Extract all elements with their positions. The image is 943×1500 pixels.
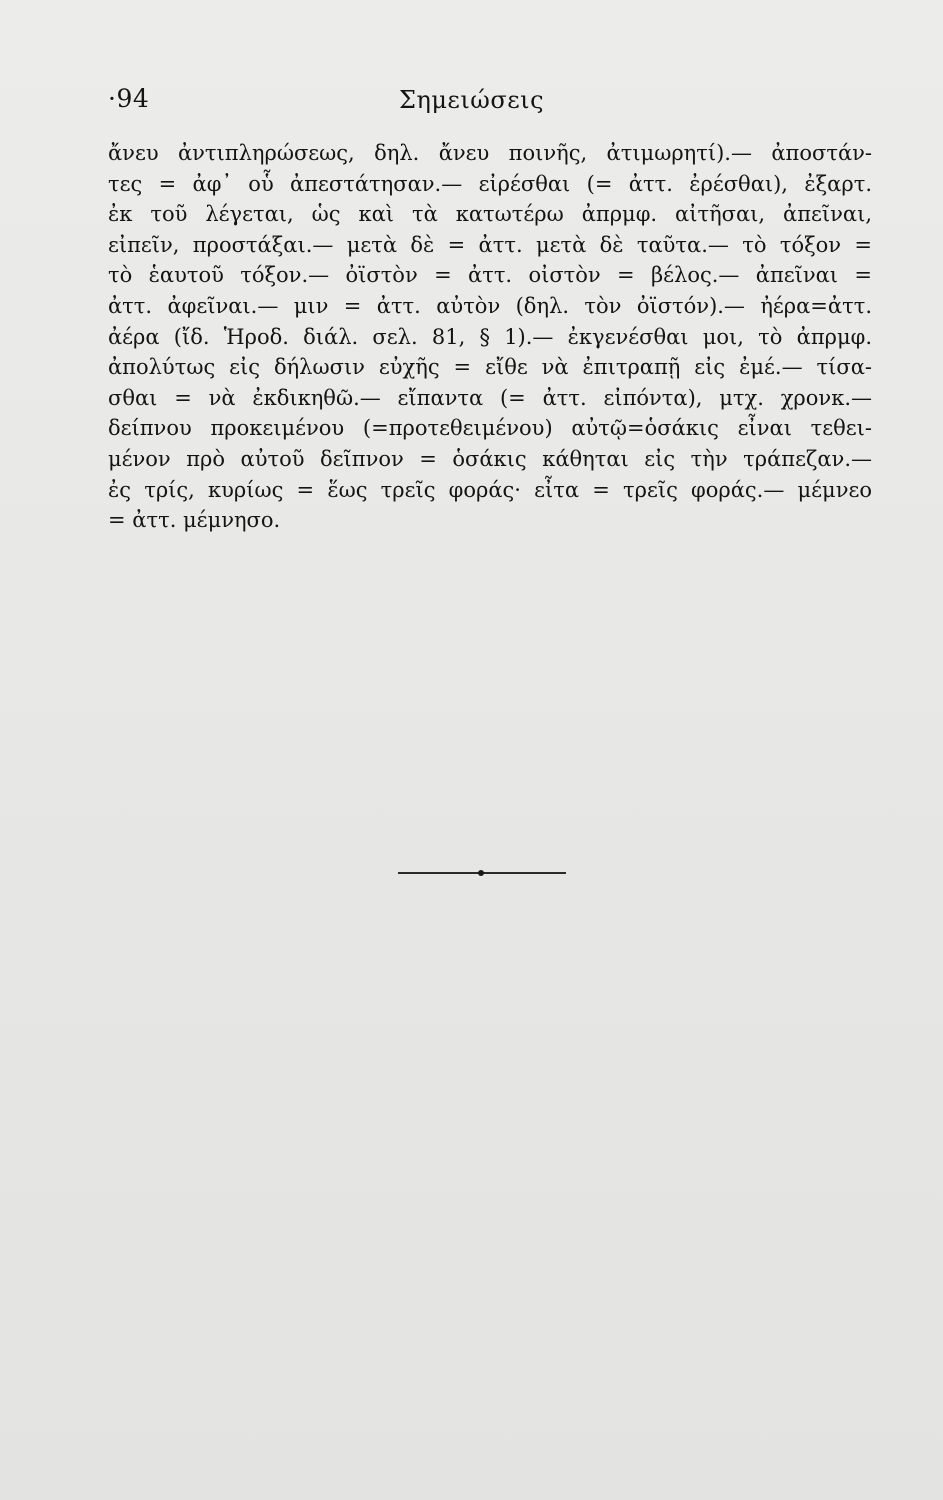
text-line: ἀέρα (ἴδ. Ἡροδ. διάλ. σελ. 81, § 1).— ἐκγενέσθαι μοι, τὸ ἀπρμφ.: [108, 324, 872, 349]
ornament-dot: [478, 870, 484, 876]
end-ornament: [398, 868, 566, 878]
text-line: τες = ἀφ᾽ οὗ ἀπεστάτησαν.— εἰρέσθαι (= ἀττ. ἐρέσθαι), ἐξαρτ.: [108, 171, 872, 196]
page-number: ·94: [108, 84, 150, 113]
notes-paragraph: [108, 138, 872, 536]
text-line: δείπνου προκειμένου (=προτεθειμένου) αὐτῷ=ὁσάκις εἶναι τεθει-: [108, 416, 872, 441]
text-line: εἰπεῖν, προστάξαι.— μετὰ δὲ = ἀττ. μετὰ δὲ ταῦτα.— τὸ τόξον =: [108, 232, 872, 257]
text-line: ἀπολύτως εἰς δήλωσιν εὐχῆς = εἴθε νὰ ἐπιτραπῇ εἰς ἐμέ.— τίσα-: [108, 355, 872, 380]
text-line: ἐς τρίς, κυρίως = ἕως τρεῖς φοράς· εἶτα = τρεῖς φοράς.— μέμνεο: [108, 477, 872, 502]
text-line: μένον πρὸ αὐτοῦ δεῖπνον = ὁσάκις κάθηται εἰς τὴν τράπεζαν.—: [108, 446, 872, 471]
text-line: ἄνευ ἀντιπληρώσεως, δηλ. ἄνευ ποινῆς, ἀτιμωρητί).— ἀποστάν-: [108, 141, 872, 165]
text-line: σθαι = νὰ ἐκδικηθῶ.— εἴπαντα (= ἀττ. εἰπόντα), μτχ. χρονκ.—: [108, 385, 872, 410]
text-line: τὸ ἑαυτοῦ τόξον.— ὀϊστὸν = ἀττ. οἰστὸν = βέλος.— ἀπεῖναι =: [108, 263, 872, 288]
running-title: Σημειώσεις: [398, 86, 545, 114]
text-line: ἐκ τοῦ λέγεται, ὡς καὶ τὰ κατωτέρω ἀπρμφ. αἰτῆσαι, ἀπεῖναι,: [108, 202, 872, 227]
text-line: ἀττ. ἀφεῖναι.— μιν = ἀττ. αὐτὸν (δηλ. τὸν ὀϊστόν).— ἠέρα=ἀττ.: [108, 293, 872, 318]
text-line: = ἀττ. μέμνησο.: [108, 508, 281, 533]
